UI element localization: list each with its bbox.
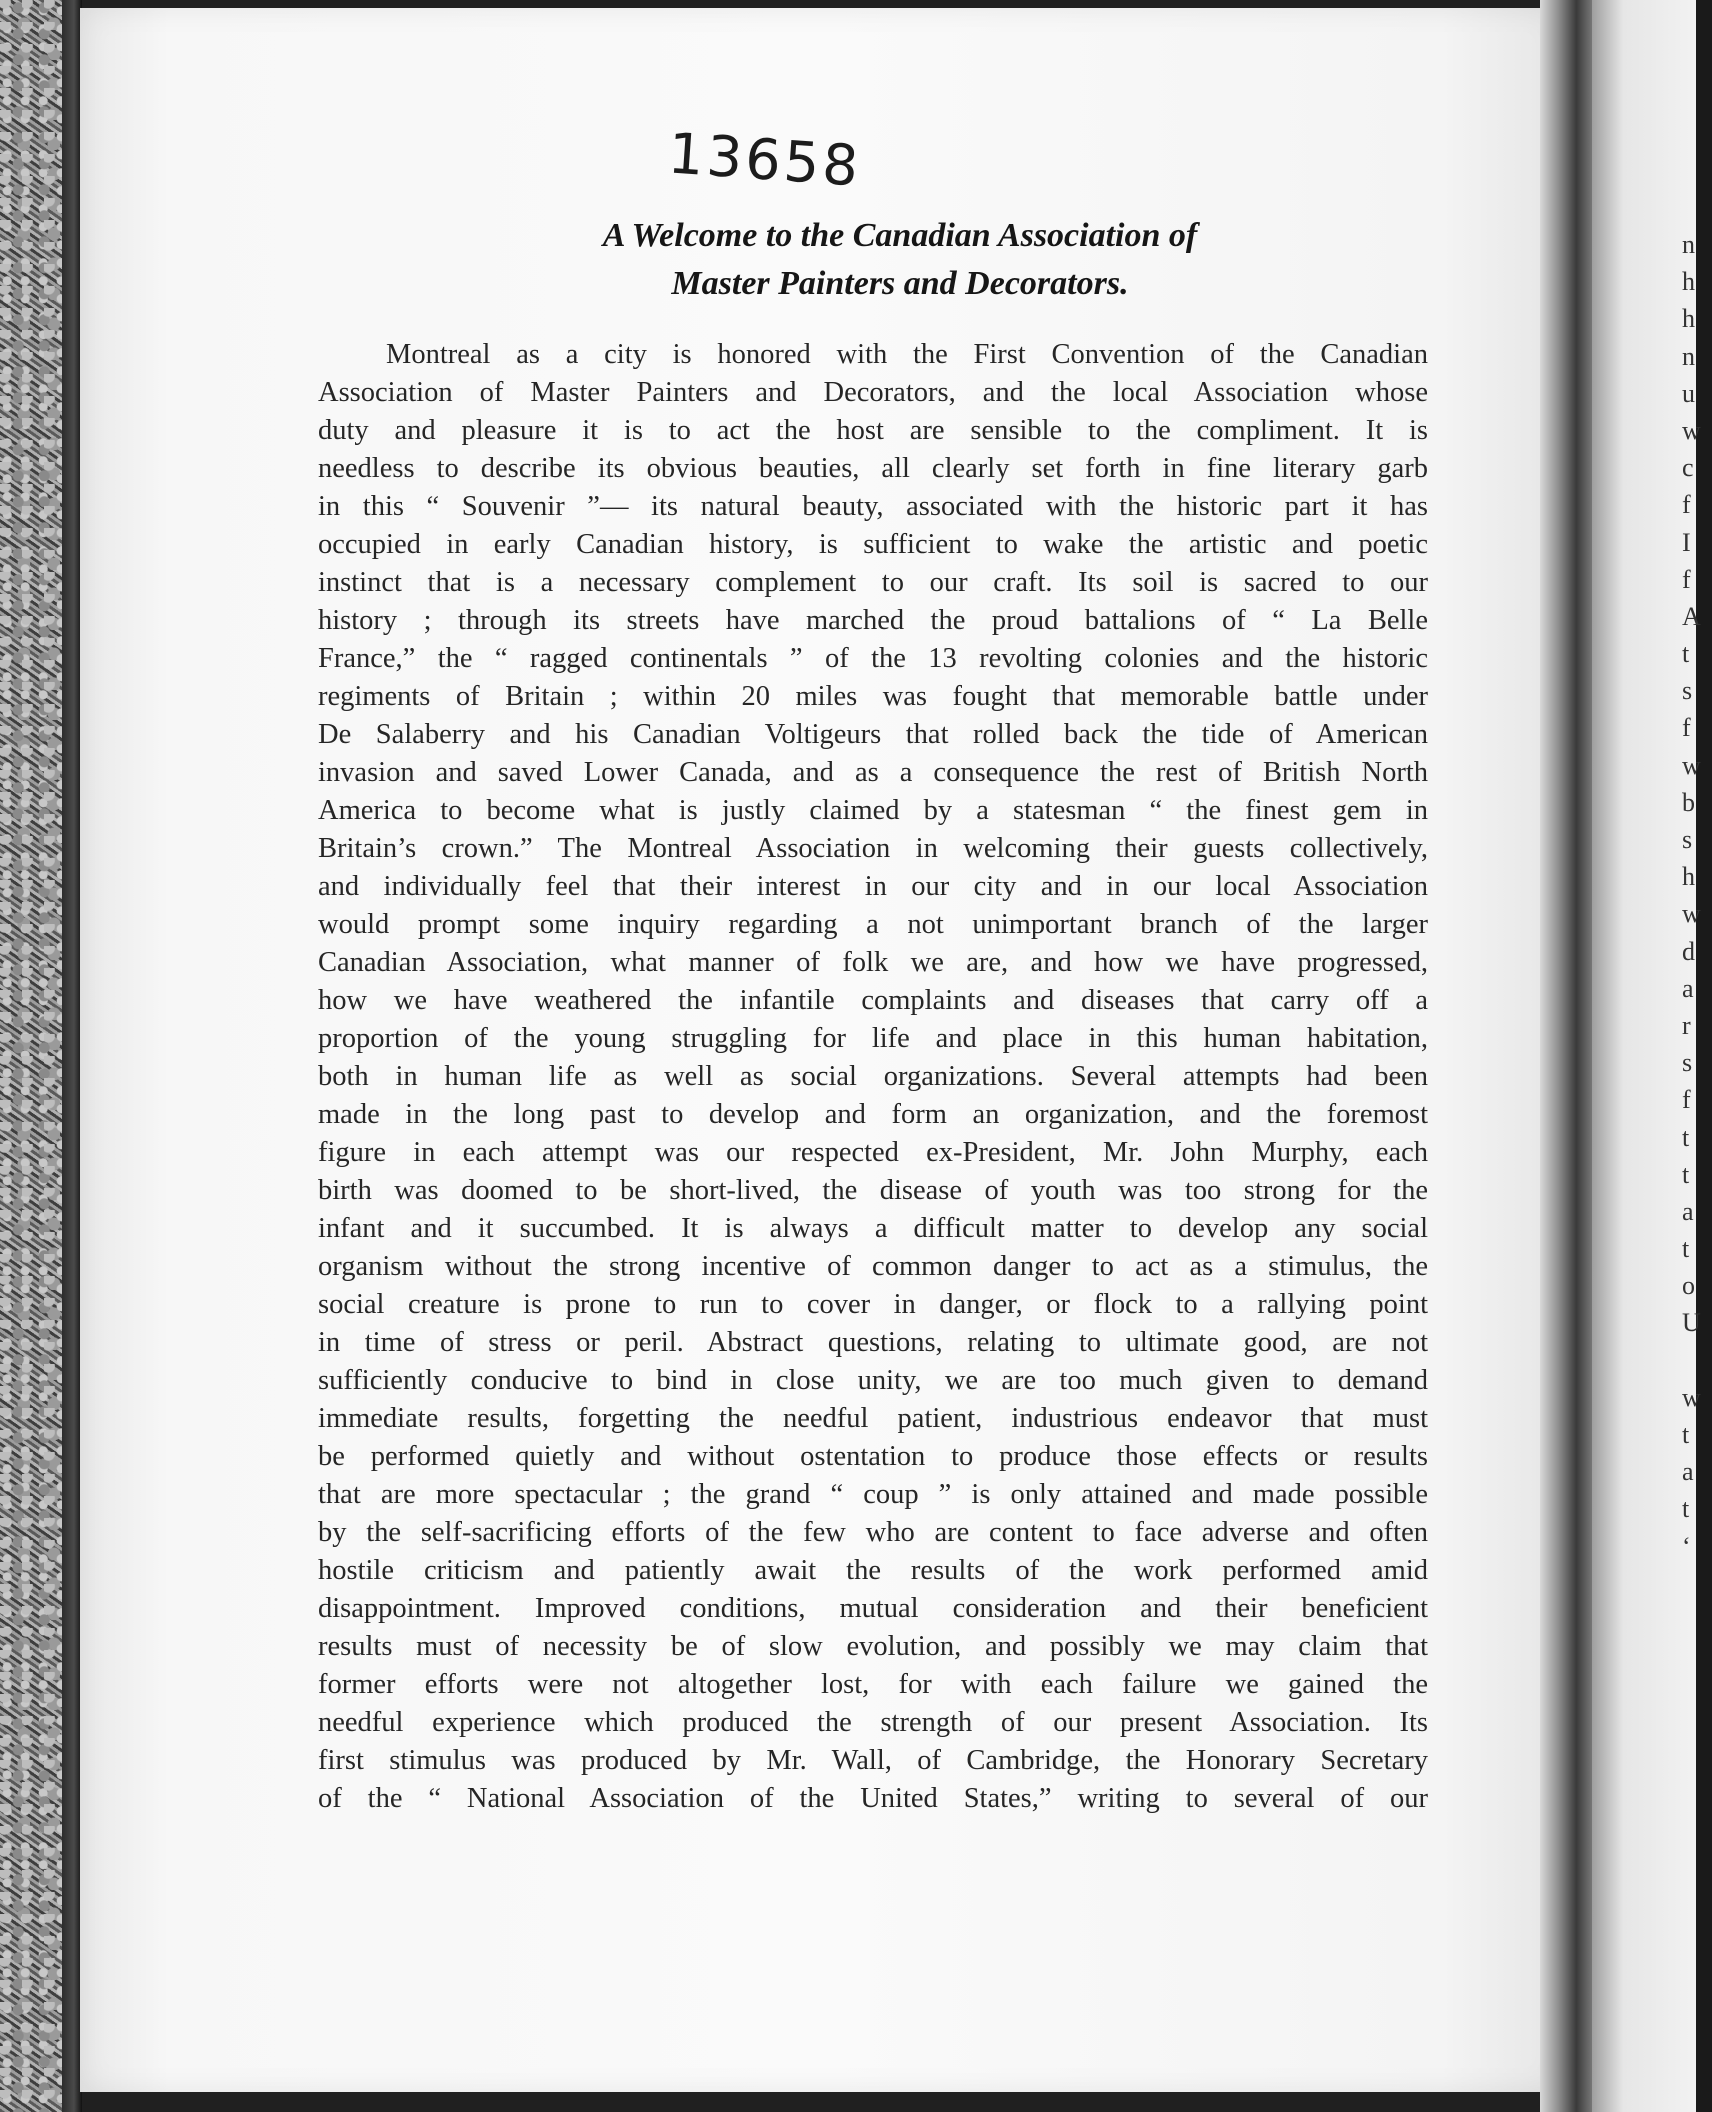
text-line: needless to describe its obvious beauties, all clearly set forth in fine literary garb [318,453,1428,484]
text-line: regiments of Britain ; within 20 miles was fought that memorable battle under [318,681,1428,712]
text-line: Montreal as a city is honored with the First Convention of the Canadian [386,339,1428,370]
title-line-2: Master Painters and Decorators. [671,265,1129,302]
text-line: would prompt some inquiry regarding a not unimportant branch of the larger [318,909,1428,940]
text-line: figure in each attempt was our respected ex-President, Mr. John Murphy, each [318,1137,1428,1168]
text-line: invasion and saved Lower Canada, and as a consequence the rest of British North [318,757,1428,788]
text-line: occupied in early Canadian history, is sufficient to wake the artistic and poetic [318,529,1428,560]
text-line: France,” the “ ragged continentals ” of the 13 revolting colonies and the historic [318,643,1428,674]
text-line: sufficiently conducive to bind in close unity, we are too much given to demand [318,1365,1428,1396]
facing-line-fragment: U [1682,1308,1701,1338]
text-line: former efforts were not altogether lost, for with each failure we gained the [318,1669,1428,1700]
text-line: De Salaberry and his Canadian Voltigeurs that rolled back the tide of American [318,719,1428,750]
facing-line-fragment: I [1682,527,1691,557]
facing-line-fragment: w [1682,415,1701,445]
facing-line-fragment: h [1682,267,1695,297]
text-line: by the self-sacrificing efforts of the few who are content to face adverse and often [318,1517,1428,1548]
facing-line-fragment: t [1682,639,1690,669]
gutter-shadow [1540,0,1592,2112]
page-title [380,212,1420,308]
facing-line-fragment: f [1682,713,1691,743]
facing-line-fragment: t [1682,1420,1690,1449]
facing-line-fragment: d [1682,936,1695,966]
text-line: infant and it succumbed. It is always a difficult matter to develop any social [318,1213,1428,1244]
facing-line-fragment: b [1682,787,1695,817]
facing-line-fragment: a [1682,1196,1694,1226]
text-line: both in human life as well as social organizations. Several attempts had been [318,1061,1428,1092]
facing-line-fragment: s [1682,676,1693,706]
binding-edge [62,0,82,2112]
text-line: in this “ Souvenir ”— its natural beauty, associated with the historic part it has [318,491,1428,522]
facing-line-fragment: f [1682,490,1691,520]
facing-page-text [1682,226,1712,1565]
facing-line-fragment: a [1682,973,1694,1003]
text-line: proportion of the young struggling for life and place in this human habitation, [318,1023,1428,1054]
facing-line-fragment: f [1682,564,1691,594]
facing-line-fragment: s [1682,825,1693,854]
facing-line-fragment: n [1682,230,1695,259]
text-line: first stimulus was produced by Mr. Wall, of Cambridge, the Honorary Secretary [318,1745,1428,1776]
facing-line-fragment: h [1682,304,1695,334]
facing-line-fragment: t [1682,1234,1690,1264]
text-line: be performed quietly and without ostentation to produce those effects or results [318,1441,1428,1472]
text-line: Canadian Association, what manner of folk we are, and how we have progressed, [318,947,1428,978]
facing-line-fragment: f [1682,1085,1691,1115]
facing-line-fragment: h [1682,862,1695,892]
text-line: hostile criticism and patiently await the results of the work performed amid [318,1555,1428,1586]
page-right-strip [1592,0,1696,2112]
facing-line-fragment: ‘ [1682,1531,1691,1561]
facing-line-fragment: u [1682,378,1695,408]
text-line: made in the long past to develop and form an organization, and the foremost [318,1099,1428,1130]
facing-line-fragment: t [1682,1159,1690,1189]
facing-line-fragment: s [1682,1048,1693,1078]
facing-line-fragment: w [1682,1382,1701,1412]
text-line: that are more spectacular ; the grand “ coup ” is only attained and made possible [318,1479,1428,1510]
text-line: history ; through its streets have marched the proud battalions of “ La Belle [318,605,1428,636]
text-line: organism without the strong incentive of common danger to act as a stimulus, the [318,1251,1428,1282]
facing-line-fragment: n [1682,341,1695,371]
text-line: duty and pleasure it is to act the host are sensible to the compliment. It is [318,415,1428,446]
text-line: needful experience which produced the strength of our present Association. Its [318,1707,1428,1738]
facing-line-fragment: t [1682,1122,1690,1152]
text-line: birth was doomed to be short-lived, the disease of youth was too strong for the [318,1175,1428,1206]
text-line: instinct that is a necessary complement to our craft. Its soil is sacred to our [318,567,1428,598]
facing-line-fragment [1682,1342,1712,1379]
text-line: Association of Master Painters and Decorators, and the local Association whose [318,377,1428,408]
facing-line-fragment: A [1682,601,1701,631]
text-line: America to become what is justly claimed by a statesman “ the finest gem in [318,795,1428,826]
facing-line-fragment: o [1682,1271,1695,1301]
facing-line-fragment: c [1682,453,1694,483]
text-line: social creature is prone to run to cover in danger, or flock to a rallying point [318,1289,1428,1320]
text-line: of the “ National Association of the United States,” writing to several of our [318,1783,1428,1814]
facing-line-fragment: t [1682,1494,1690,1524]
text-line: how we have weathered the infantile complaints and diseases that carry off a [318,985,1428,1016]
facing-line-fragment: a [1682,1457,1694,1487]
facing-line-fragment: r [1682,1010,1691,1040]
text-line: immediate results, forgetting the needful patient, industrious endeavor that must [318,1403,1428,1434]
body-paragraph [318,336,1428,1818]
text-line: results must of necessity be of slow evolution, and possibly we may claim that [318,1631,1428,1662]
text-line: disappointment. Improved conditions, mutual consideration and their beneficient [318,1593,1428,1624]
text-line: and individually feel that their interest in our city and in our local Association [318,871,1428,902]
text-line: Britain’s crown.” The Montreal Association in welcoming their guests collectively, [318,833,1428,864]
facing-line-fragment: w [1682,750,1701,780]
text-line: in time of stress or peril. Abstract questions, relating to ultimate good, are not [318,1327,1428,1358]
handwritten-catalog-number: 13658 [665,121,864,200]
facing-line-fragment: w [1682,899,1701,929]
title-line-1: A Welcome to the Canadian Association of [602,217,1198,254]
